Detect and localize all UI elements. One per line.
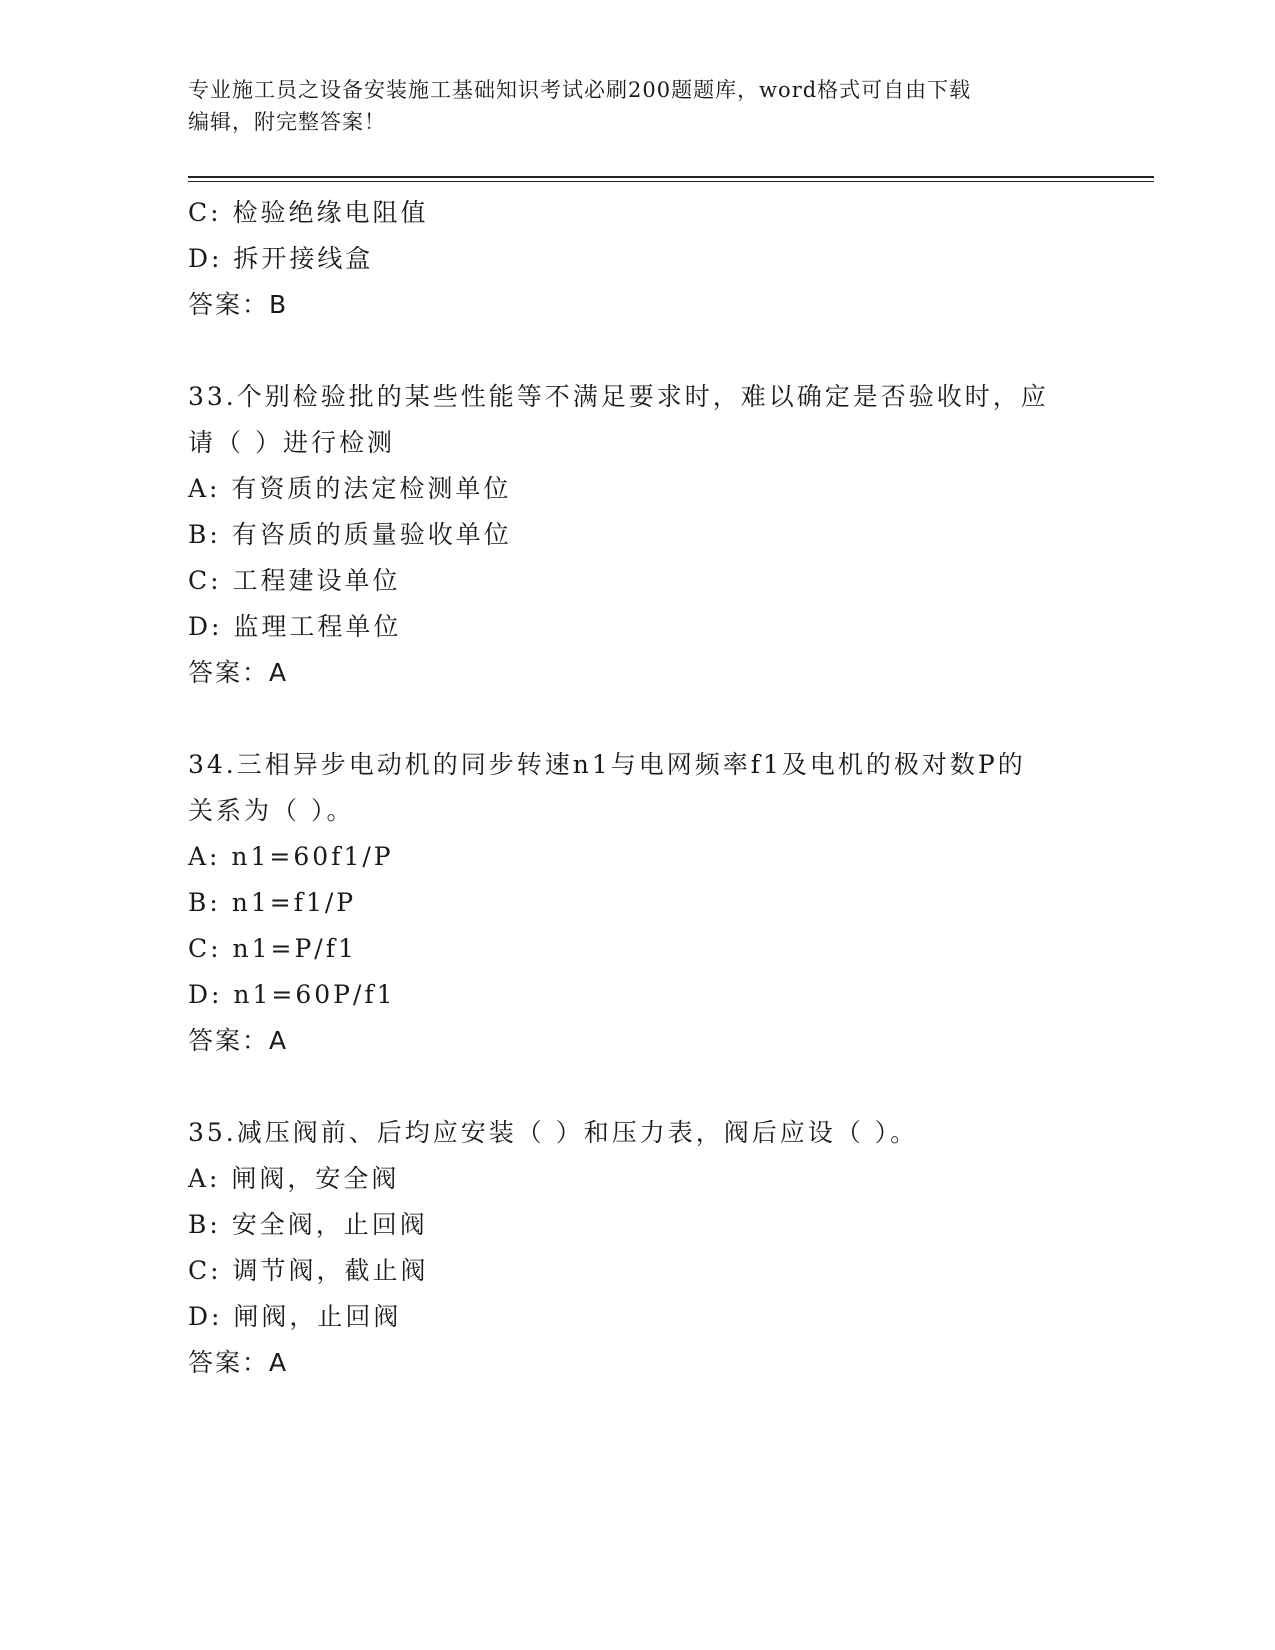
question-stem: 33.个别检验批的某些性能等不满足要求时，难以确定是否验收时，应 — [188, 382, 1049, 411]
document-header — [188, 74, 1088, 138]
question-35 — [188, 1110, 1088, 1386]
option-a: A: n1=60f1/P — [188, 842, 394, 871]
option-c: C: 调节阀，截止阀 — [188, 1256, 429, 1285]
header-line-2: 编辑，附完整答案！ — [188, 110, 386, 134]
option-c: C: 工程建设单位 — [188, 566, 401, 595]
question-34 — [188, 742, 1088, 1064]
option-b: B: 安全阀，止回阀 — [188, 1210, 428, 1239]
option-c: C: 检验绝缘电阻值 — [188, 198, 429, 227]
answer-line: 答案：A — [188, 1026, 289, 1055]
document-body — [188, 190, 1088, 1386]
question-stem-continued: 请（ ）进行检测 — [188, 428, 395, 457]
option-d: D: 闸阀，止回阀 — [188, 1302, 402, 1331]
option-a: A: 闸阀，安全阀 — [188, 1164, 400, 1193]
question-33 — [188, 374, 1088, 696]
answer-line: 答案：A — [188, 1348, 289, 1377]
option-b: B: n1=f1/P — [188, 888, 357, 917]
question-stem: 35.减压阀前、后均应安装（ ）和压力表，阀后应设（ ）。 — [188, 1118, 919, 1147]
answer-line: 答案：A — [188, 658, 289, 687]
option-b: B: 有咨质的质量验收单位 — [188, 520, 512, 549]
option-a: A: 有资质的法定检测单位 — [188, 474, 512, 503]
header-divider — [188, 176, 1154, 178]
header-line-1: 专业施工员之设备安装施工基础知识考试必刷200题题库，word格式可自由下载 — [188, 78, 972, 102]
option-d: D: 拆开接线盒 — [188, 244, 374, 273]
question-stem: 34.三相异步电动机的同步转速n1与电网频率f1及电机的极对数P的 — [188, 750, 1026, 779]
question-stem-continued: 关系为（ ）。 — [188, 796, 355, 825]
option-d: D: 监理工程单位 — [188, 612, 402, 641]
answer-line: 答案：B — [188, 290, 289, 319]
question-32-tail — [188, 190, 1088, 328]
option-d: D: n1=60P/f1 — [188, 980, 396, 1009]
option-c: C: n1=P/f1 — [188, 934, 357, 963]
